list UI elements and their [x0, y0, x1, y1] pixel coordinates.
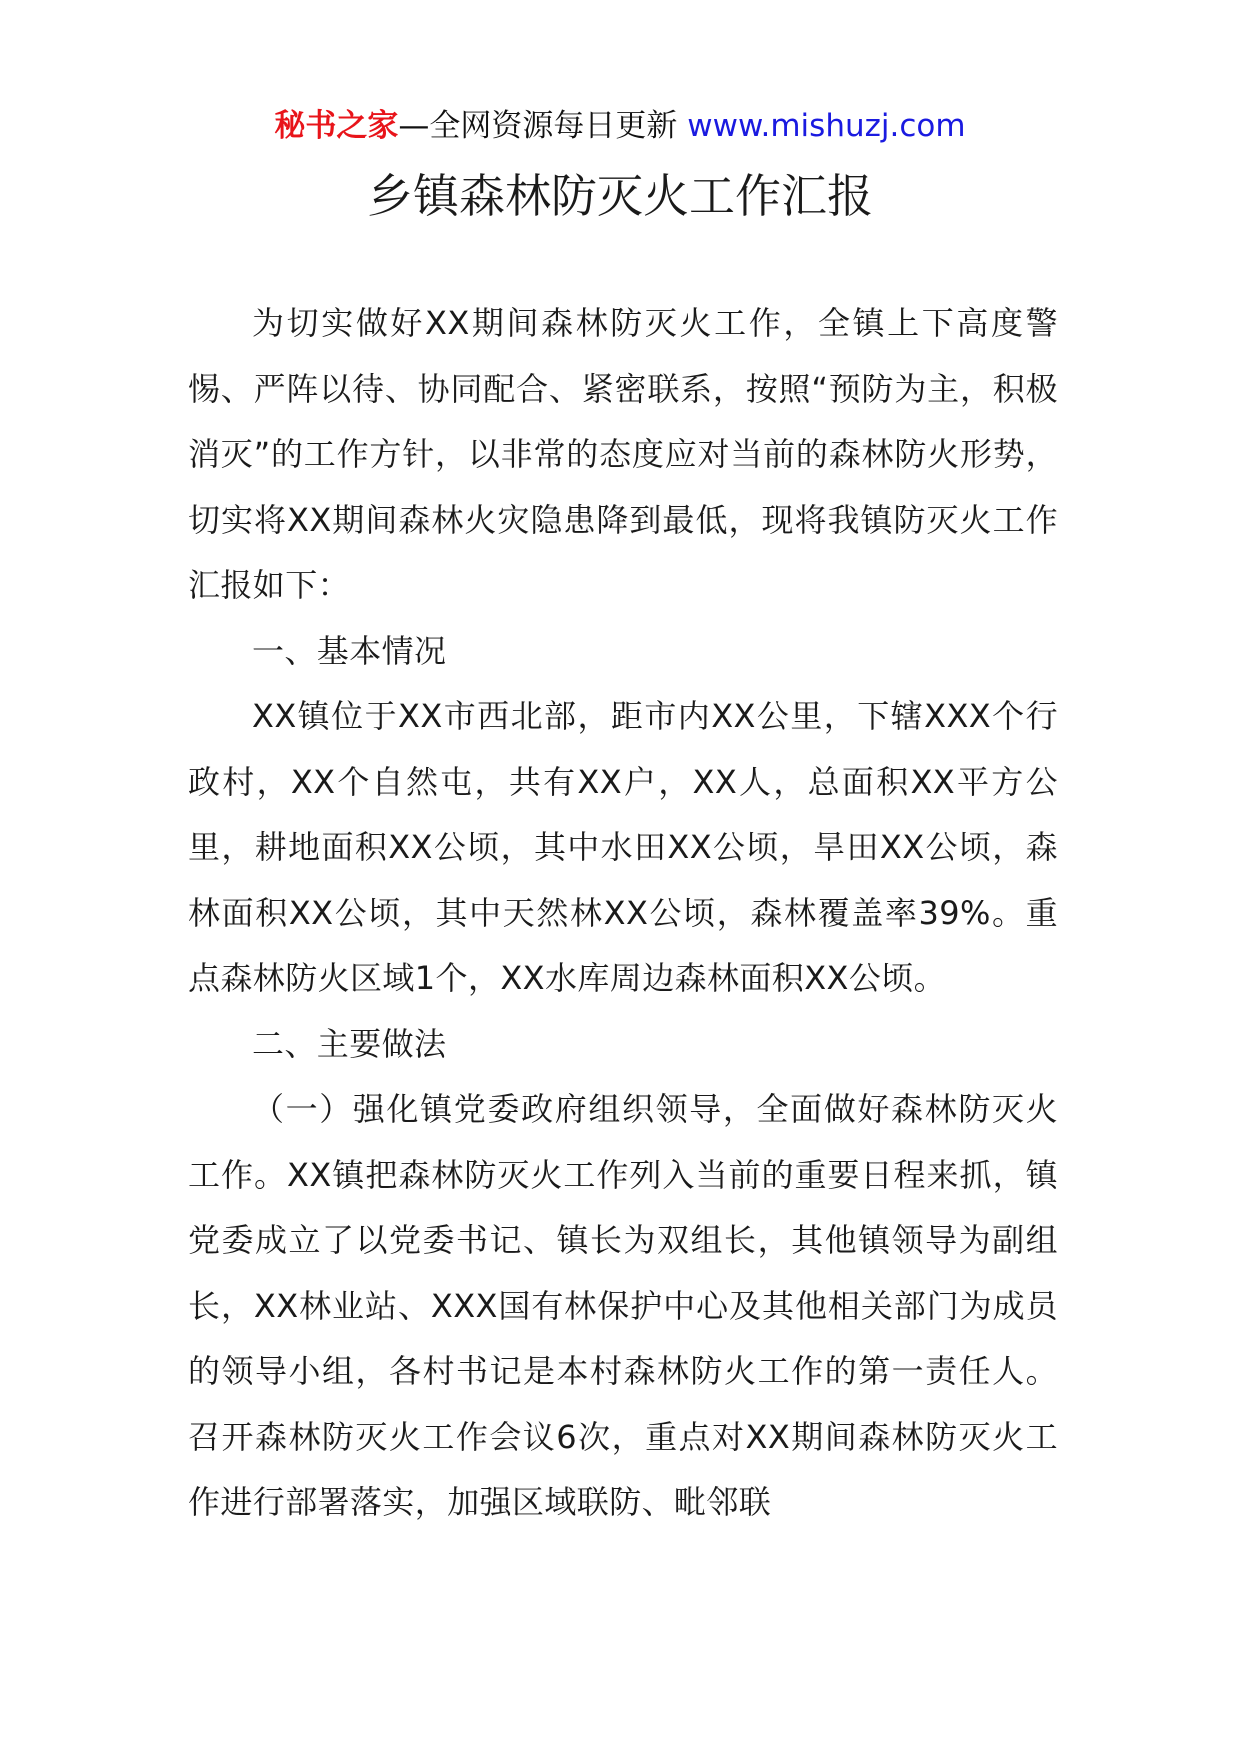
site-header — [0, 104, 1240, 148]
main-practices-paragraph: （一）强化镇党委政府组织领导，全面做好森林防灭火工作。XX镇把森林防灭火工作列入当前的重要日程来抓，镇党委成立了以党委书记、镇长为双组长，其他镇领导为副组长，XX林业站、XXX国有林保护中心及其他相关部门为成员的领导小组，各村书记是本村森林防火工作的第一责任人。召开森林防灭火工作会议6次，重点对XX期间森林防灭火工作进行部署落实，加强区域联防、毗邻联 — [188, 1090, 1058, 1521]
document-body — [188, 291, 1058, 1536]
brand-name: 秘书之家 — [274, 108, 399, 144]
document-title: 乡镇森林防灭火工作汇报 — [367, 169, 873, 223]
intro-paragraph: 为切实做好XX期间森林防灭火工作，全镇上下高度警惕、严阵以待、协同配合、紧密联系，按照“预防为主，积极消灭”的工作方针，以非常的态度应对当前的森林防火形势，切实将XX期间森林火灾隐患降到最低，现将我镇防灭火工作汇报如下： — [188, 304, 1058, 604]
section-heading-main-practices: 二、主要做法 — [252, 1024, 447, 1063]
header-tagline: —全网资源每日更新 — [398, 108, 688, 144]
basic-situation-paragraph: XX镇位于XX市西北部，距市内XX公里，下辖XXX个行政村，XX个自然屯，共有XX户，XX人，总面积XX平方公里，耕地面积XX公顷，其中水田XX公顷，旱田XX公顷，森林面积XX公顷，其中天然林XX公顷，森林覆盖率39%。重点森林防火区域1个，XX水库周边森林面积XX公顷。 — [188, 697, 1058, 997]
website-link[interactable]: www.mishuzj.com — [687, 108, 966, 144]
section-heading-basic-situation: 一、基本情况 — [252, 631, 447, 670]
